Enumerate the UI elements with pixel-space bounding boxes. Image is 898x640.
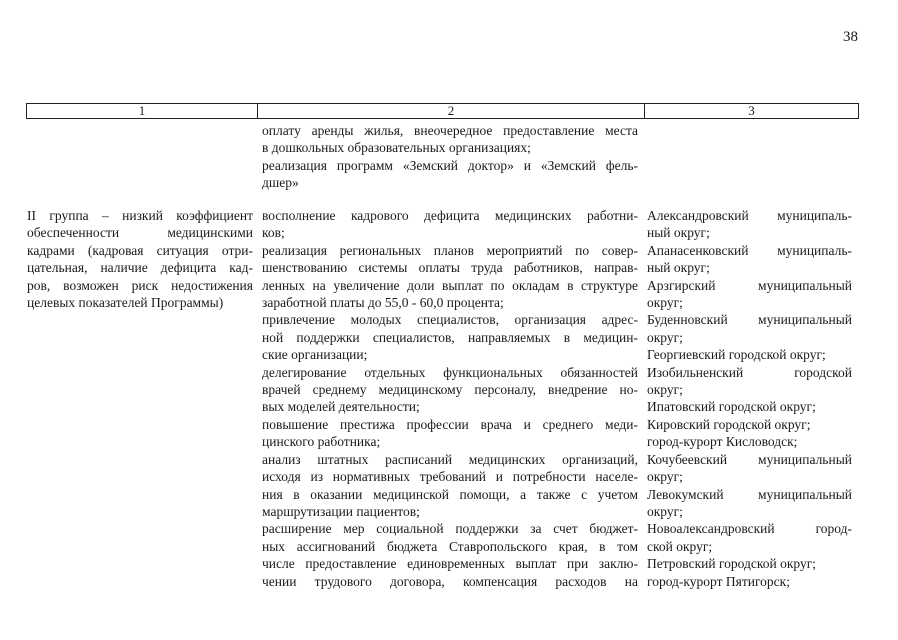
text-line: вых моделей деятельности;	[262, 399, 420, 415]
text-line: Изобильненский городской	[647, 364, 852, 380]
text-line: обеспеченности медицинскими	[27, 225, 253, 241]
text-line: Левокумский муниципальный	[647, 486, 852, 502]
text-line: округ;	[647, 469, 683, 485]
text-line: ков;	[262, 225, 285, 241]
text-line: дшер»	[262, 175, 299, 191]
text-line: цательная, наличие дефицита кад-	[27, 260, 253, 276]
text-line: Буденновский муниципальный	[647, 312, 852, 328]
text-line: анализ штатных расписаний медицинских организаций,	[262, 451, 638, 467]
text-line: расширение мер социальной поддержки за счет бюджет-	[262, 521, 638, 537]
districts-cell	[647, 207, 852, 590]
text-line: делегирование отдельных функциональных обязанностей	[262, 364, 638, 380]
text-line: восполнение кадрового дефицита медицинских работни-	[262, 208, 638, 223]
text-line: оплату аренды жилья, внеочередное предоставление места	[262, 123, 638, 138]
text-line: числе предоставление единовременных выплат при заклю-	[262, 556, 638, 572]
text-line: врачей среднему медицинскому персоналу, внедрение но-	[262, 382, 638, 398]
text-line: округ;	[647, 295, 683, 311]
text-line: ров, возможен риск недостижения	[27, 277, 253, 293]
text-line: ской округ;	[647, 538, 713, 554]
text-line: реализация региональных планов мероприятий по совер-	[262, 242, 638, 258]
text-line: округ;	[647, 382, 683, 398]
text-line: ленных на увеличение доли выплат по окладам в структуре	[262, 277, 638, 293]
text-line: Новоалександровский город-	[647, 521, 852, 537]
text-line: Арзгирский муниципальный	[647, 277, 852, 293]
text-line: Георгиевский городской округ;	[647, 347, 826, 363]
text-line: ный округ;	[647, 260, 710, 276]
text-line: кадрами (кадровая ситуация отри-	[27, 242, 253, 258]
text-line: Петровский городской округ;	[647, 556, 817, 572]
text-line: ных ассигнований бюджета Ставропольского края, в том	[262, 538, 638, 554]
text-line: Апанасенковский муниципаль-	[647, 242, 852, 258]
text-line: ный округ;	[647, 225, 710, 241]
text-line: Кировский городской округ;	[647, 416, 811, 432]
text-line: округ;	[647, 329, 683, 345]
text-line: исходя из нормативных требований и потребности населе-	[262, 469, 638, 485]
text-line: чении трудового договора, компенсация расходов на	[262, 573, 638, 589]
text-line: в дошкольных образовательных организациях;	[262, 140, 531, 156]
text-line: ния в оказании медицинской помощи, а также с учетом	[262, 486, 638, 502]
page-number: 38	[843, 29, 858, 45]
text-line: округ;	[647, 503, 683, 519]
header-cell-3: 3	[748, 103, 755, 118]
table-header-row	[26, 103, 859, 119]
measures-cell	[262, 207, 638, 590]
text-line: ной поддержки специалистов, направляемых в медицин-	[262, 329, 638, 345]
text-line: целевых показателей Программы)	[27, 295, 224, 311]
text-line: город-курорт Пятигорск;	[647, 573, 790, 589]
text-line: маршрутизации пациентов;	[262, 503, 420, 519]
text-line: Ипатовский городской округ;	[647, 399, 816, 415]
text-line: реализация программ «Земский доктор» и «Земский фель-	[262, 157, 638, 173]
text-line: повышение престижа профессии врача и среднего меди-	[262, 416, 638, 432]
text-line: заработной платы до 55,0 - 60,0 процента;	[262, 295, 504, 311]
text-line: шенствованию системы оплаты труда работников, направ-	[262, 260, 638, 276]
text-line: ские организации;	[262, 347, 368, 363]
group-description-cell	[27, 207, 253, 311]
text-line: Кочубеевский муниципальный	[647, 451, 852, 467]
text-line: II группа – низкий коэффициент	[27, 208, 253, 223]
text-line: город-курорт Кисловодск;	[647, 434, 798, 450]
header-cell-2: 2	[258, 104, 645, 118]
header-cell-1: 1	[27, 104, 258, 118]
continued-measures-cell	[262, 122, 638, 192]
text-line: цинского работника;	[262, 434, 381, 450]
text-line: Александровский муниципаль-	[647, 208, 852, 223]
text-line: привлечение молодых специалистов, организация адрес-	[262, 312, 638, 328]
